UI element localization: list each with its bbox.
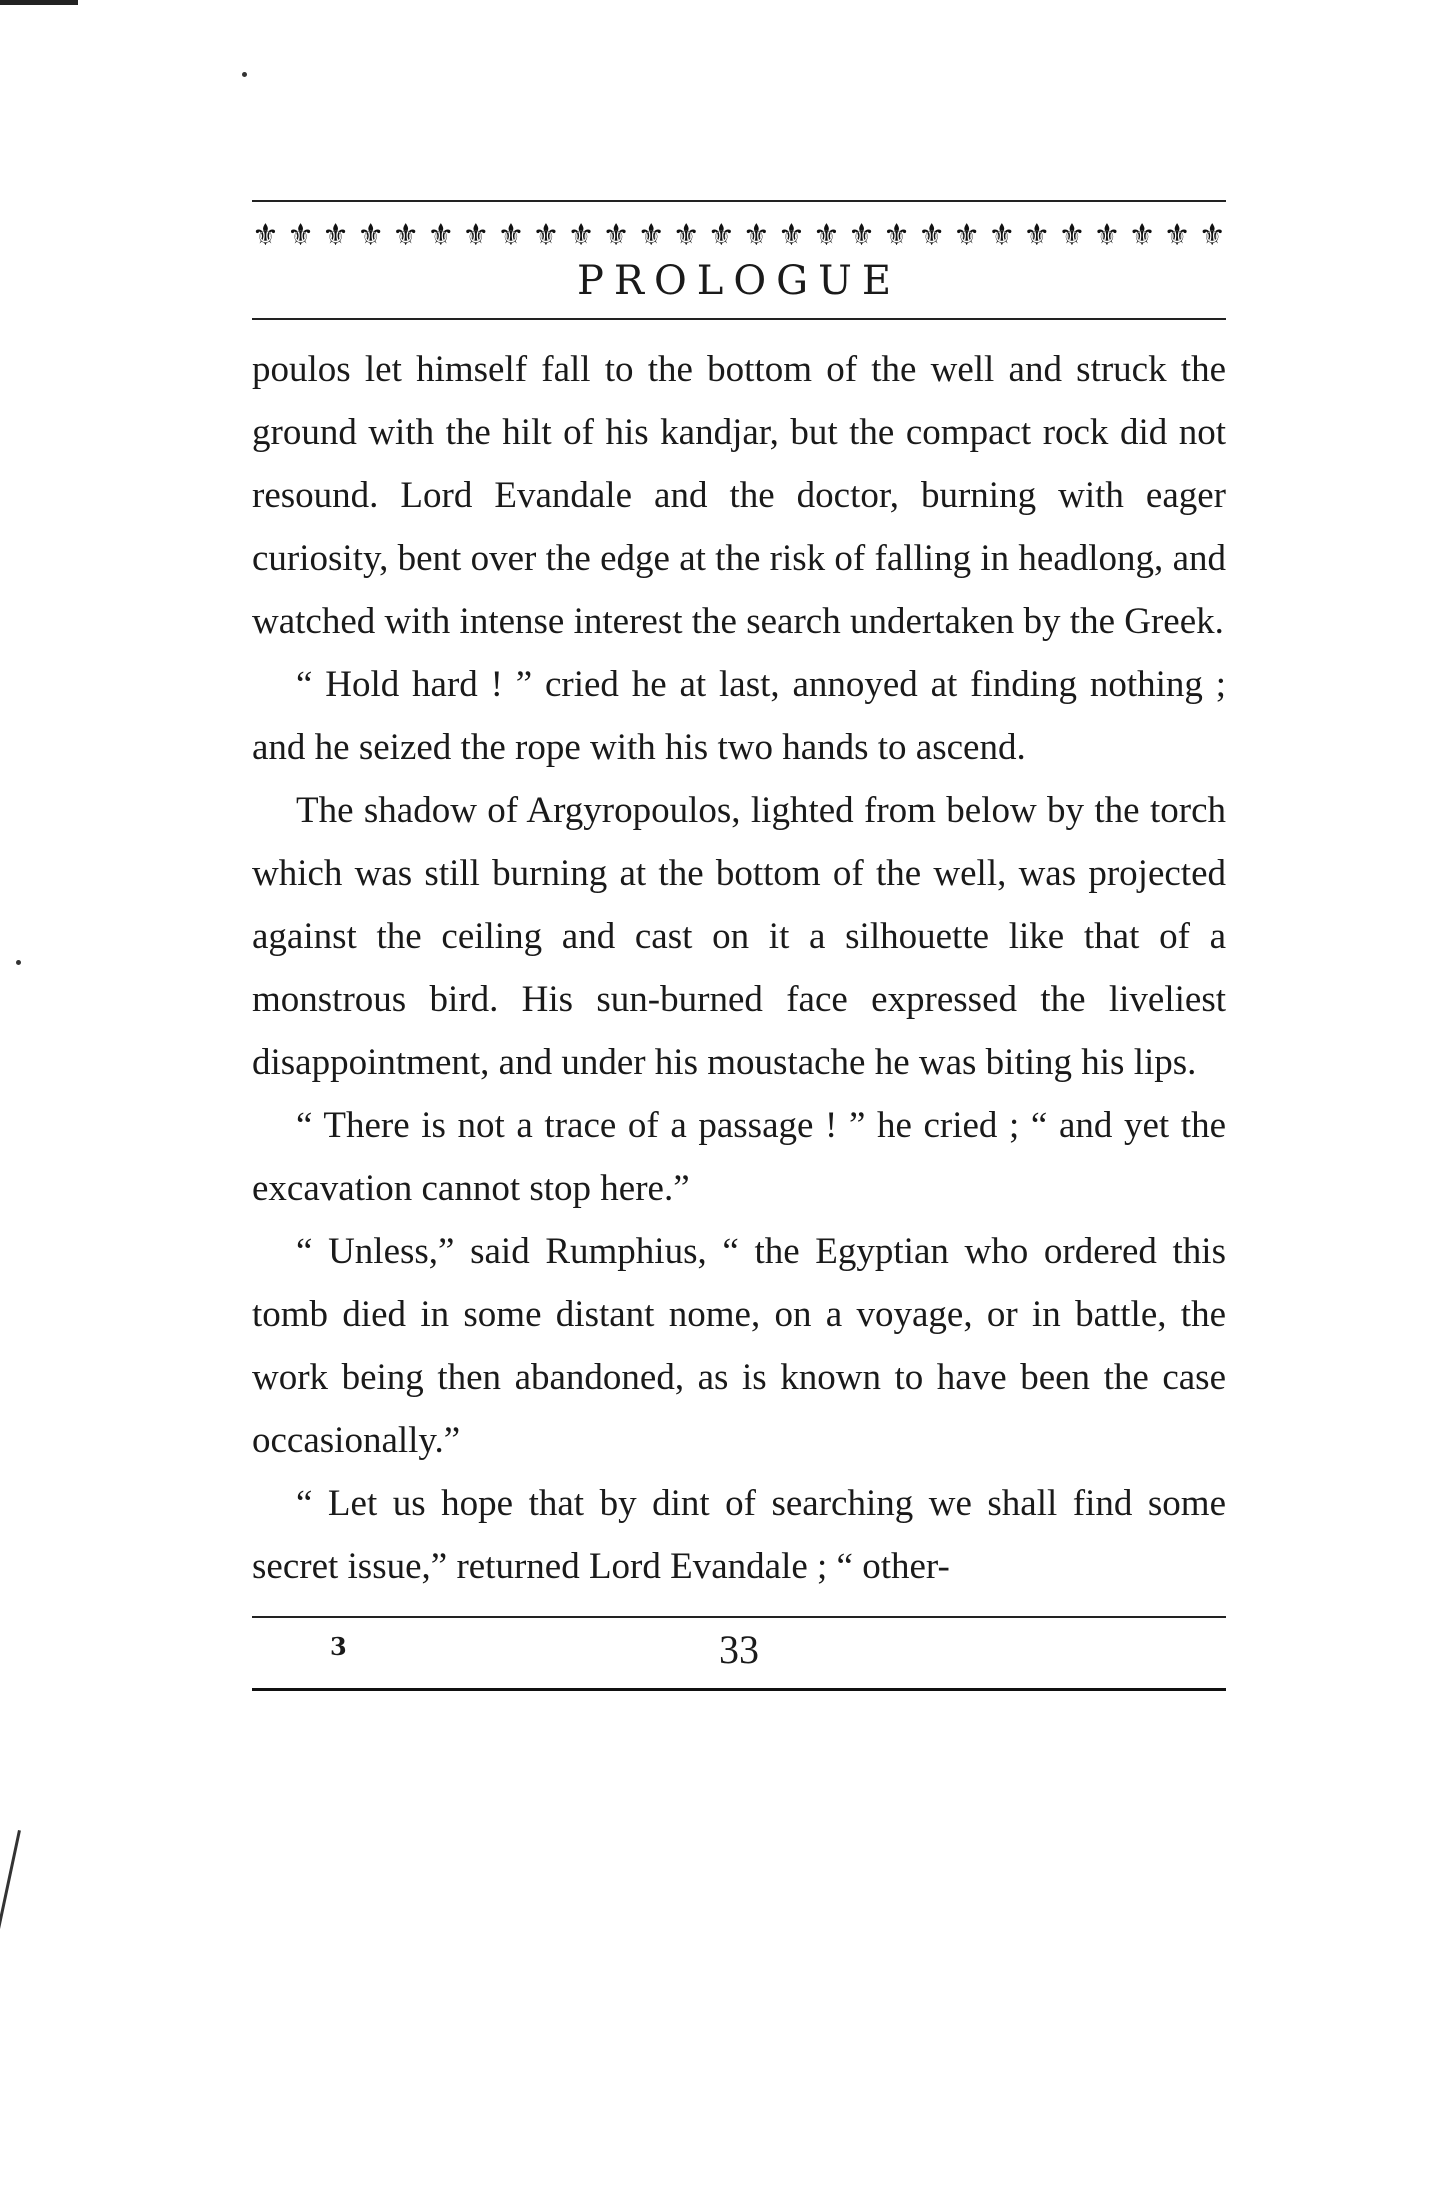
fleur-de-lis-icon: ⚜ bbox=[988, 218, 1016, 253]
fleur-de-lis-icon: ⚜ bbox=[1163, 218, 1191, 253]
fleur-de-lis-icon: ⚜ bbox=[918, 218, 946, 253]
page-footer bbox=[252, 1616, 1226, 1691]
scan-margin-line bbox=[0, 1830, 21, 2007]
header-rule-bottom bbox=[252, 318, 1226, 320]
fleur-de-lis-icon: ⚜ bbox=[953, 218, 981, 253]
fleur-de-lis-icon: ⚜ bbox=[1023, 218, 1051, 253]
fleur-de-lis-icon: ⚜ bbox=[1198, 218, 1226, 253]
paragraph: “ There is not a trace of a passage ! ” he cried ; “ and yet the excavation cannot stop here.” bbox=[252, 1105, 1226, 1209]
paragraph: “ Hold hard ! ” cried he at last, annoyed at finding nothing ; and he seized the rope with his two hands to ascend. bbox=[252, 664, 1226, 768]
paragraph: poulos let himself fall to the bottom of the well and struck the ground with the hilt of his kandjar, but the compact rock did not resound. Lord Evandale and the doctor, burning with eager curiosity, bent over the edge at the risk of falling in headlong, and watched with intense interest the search undertaken by the Greek. bbox=[252, 349, 1226, 642]
scan-speck bbox=[16, 960, 21, 965]
signature-mark: 3 bbox=[330, 1632, 347, 1661]
header-rule-top bbox=[252, 200, 1226, 202]
fleur-de-lis-ornament-band bbox=[252, 214, 1226, 258]
fleur-de-lis-icon: ⚜ bbox=[637, 218, 665, 253]
fleur-de-lis-icon: ⚜ bbox=[532, 218, 560, 253]
paragraph: “ Let us hope that by dint of searching we shall find some secret issue,” returned Lord Evandale ; “ other- bbox=[252, 1483, 1226, 1587]
fleur-de-lis-icon: ⚜ bbox=[777, 218, 805, 253]
fleur-de-lis-icon: ⚜ bbox=[567, 218, 595, 253]
fleur-de-lis-icon: ⚜ bbox=[392, 218, 420, 253]
fleur-de-lis-icon: ⚜ bbox=[707, 218, 735, 253]
scan-speck bbox=[242, 72, 247, 77]
fleur-de-lis-icon: ⚜ bbox=[813, 218, 840, 253]
fleur-de-lis-icon: ⚜ bbox=[427, 218, 455, 253]
fleur-de-lis-icon: ⚜ bbox=[322, 218, 350, 253]
paragraph: The shadow of Argyropoulos, lighted from below by the torch which was still burning at the bottom of the well, was projected against the ceiling and cast on it a silhouette like that of a monstrous bird. His sun-burned face expressed the liveliest disappointment, and under his moustache he was biting his lips. bbox=[252, 790, 1226, 1083]
scan-edge-mark bbox=[0, 0, 78, 5]
fleur-de-lis-icon: ⚜ bbox=[462, 218, 490, 253]
fleur-de-lis-icon: ⚜ bbox=[497, 218, 525, 253]
fleur-de-lis-icon: ⚜ bbox=[672, 218, 700, 253]
book-page bbox=[252, 200, 1226, 1691]
fleur-de-lis-icon: ⚜ bbox=[357, 218, 385, 253]
fleur-de-lis-icon: ⚜ bbox=[252, 218, 279, 253]
fleur-de-lis-icon: ⚜ bbox=[287, 218, 314, 253]
running-head: PROLOGUE bbox=[576, 258, 902, 304]
fleur-de-lis-icon: ⚜ bbox=[883, 218, 911, 253]
fleur-de-lis-icon: ⚜ bbox=[1093, 218, 1121, 253]
fleur-de-lis-icon: ⚜ bbox=[848, 218, 875, 253]
fleur-de-lis-icon: ⚜ bbox=[1128, 218, 1156, 253]
fleur-de-lis-icon: ⚜ bbox=[742, 218, 770, 253]
paragraph: “ Unless,” said Rumphius, “ the Egyptian who ordered this tomb died in some distant nome, on a voyage, or in battle, the work being then abandoned, as is known to have been the case occasionally.” bbox=[252, 1231, 1226, 1461]
fleur-de-lis-icon: ⚜ bbox=[1058, 218, 1086, 253]
footer-rule-bottom bbox=[252, 1688, 1226, 1691]
body-text bbox=[252, 338, 1226, 1598]
fleur-de-lis-icon: ⚜ bbox=[602, 218, 630, 253]
page-number: 33 bbox=[719, 1627, 759, 1672]
